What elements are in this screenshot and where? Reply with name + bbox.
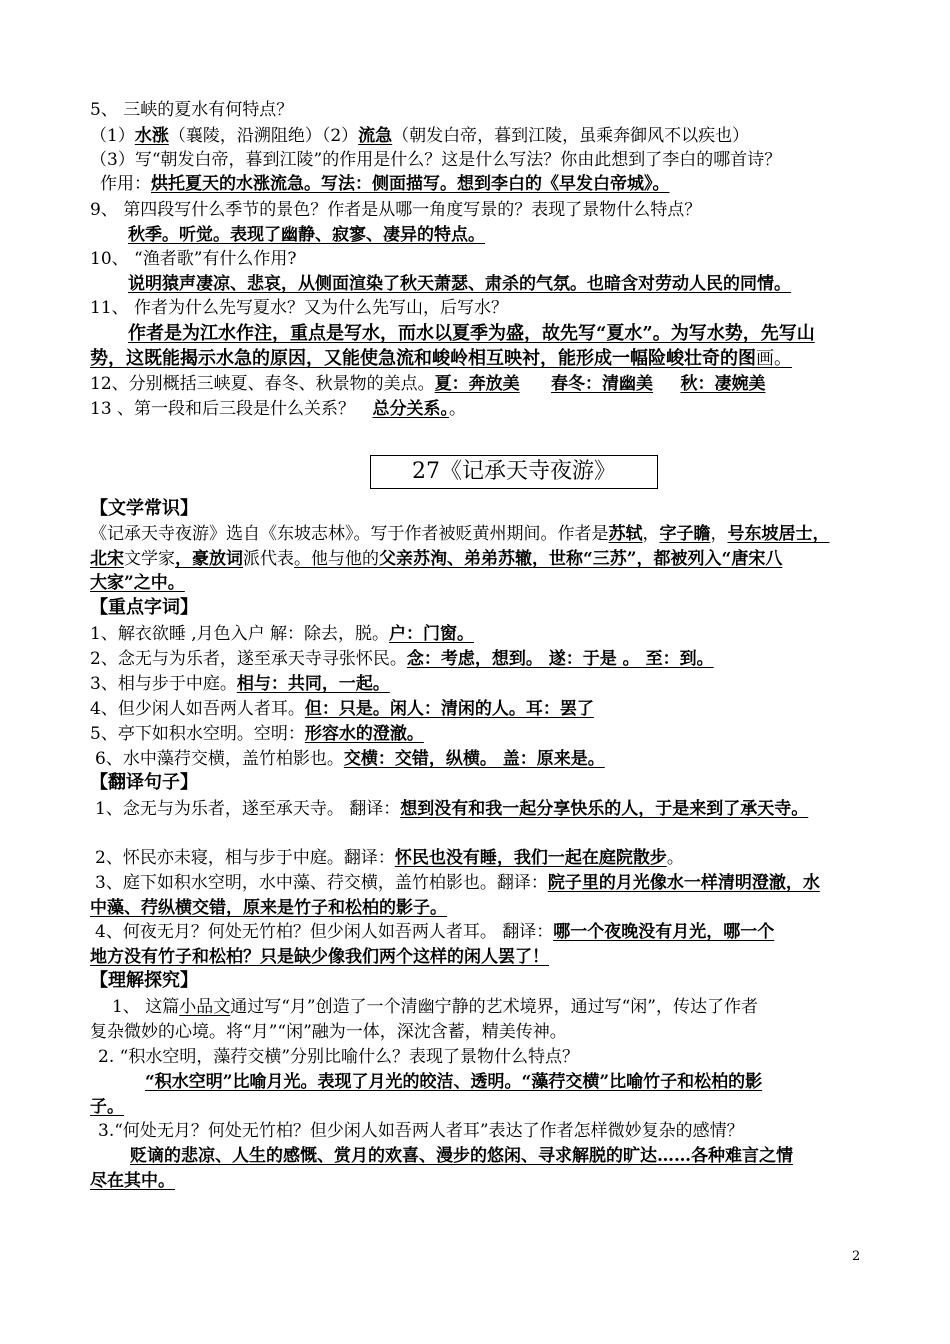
- lesson-title: 27《记承天寺夜游》: [370, 455, 658, 489]
- question-5: 5、 三峡的夏水有何特点？: [90, 100, 294, 120]
- answer: 作者是为江水作注，重点是写水，而水以夏季为盛，故先写“夏水”。为写水势，先写山: [128, 323, 815, 344]
- keyword-6: [95, 747, 875, 771]
- answer: 总分关系。: [372, 399, 449, 419]
- answer: 流急: [358, 126, 393, 146]
- text: 4、何夜无月？何处无竹柏？但少闲人如吾两人者耳。 翻译：: [95, 922, 554, 942]
- text: 。他与他的: [294, 549, 379, 569]
- text: 3、庭下如积水空明，水中藻、荇交横，盖竹柏影也。翻译：: [95, 873, 548, 893]
- text: 画。: [756, 348, 792, 369]
- text: （1）: [90, 126, 135, 146]
- text: 1、念无与为乐者，遂至承天寺。 翻译：: [95, 799, 401, 819]
- translation-3-line-1: [95, 871, 875, 895]
- answer: 相与：共同，一起。: [236, 674, 390, 694]
- literature-line-2: [90, 547, 870, 571]
- keyword-4: [90, 697, 870, 721]
- answer: 大家”之中。: [90, 573, 185, 593]
- translation-1: [95, 797, 875, 821]
- question-10-answer: [128, 272, 908, 296]
- translation-3-line-2: [90, 896, 870, 920]
- answer: 想到没有和我一起分享快乐的人，于是来到了承天寺。: [400, 799, 809, 819]
- text: 5、亭下如积水空明。空明：: [90, 724, 305, 744]
- question-5-3-answer: [100, 172, 880, 196]
- answer: 形容水的澄澈。: [304, 724, 424, 744]
- answer: 哪一个夜晚没有月光，哪一个: [553, 922, 775, 942]
- answer: 中藻、荇纵横交错，原来是竹子和松柏的影子。: [90, 898, 447, 918]
- explore-1-line-1: [112, 995, 892, 1019]
- question-11-answer-line-1: [128, 322, 908, 346]
- answer: 春冬：清幽美: [551, 374, 654, 394]
- explore-3-answer-line-1: [130, 1144, 910, 1168]
- answer: 父亲苏洵、弟弟苏辙，世称“三苏”，都被列入“唐宋八: [379, 549, 783, 569]
- explore-1-line-2: 复杂微妙的心境。将“月”“闲”融为一体，深沈含蓄，精美传神。: [90, 1022, 567, 1042]
- text: 3、相与步于中庭。: [90, 674, 237, 694]
- answer: 苏轼: [608, 524, 643, 544]
- literature-line-1: [90, 522, 870, 546]
- answer: 水涨: [134, 126, 169, 146]
- text: 2、怀民亦未寝，相与步于中庭。翻译：: [95, 848, 395, 868]
- answer: 尽在其中。: [90, 1171, 175, 1191]
- section-heading-keywords: 【重点字词】: [90, 597, 198, 618]
- text: 2、念无与为乐者，遂至承天寺寻张怀民。: [90, 649, 407, 669]
- explore-3: 3.“何处无月？何处无竹柏？但少闲人如吾两人者耳”表达了作者怎样微妙复杂的感情？: [98, 1121, 744, 1141]
- text: 通过写“月”创造了一个清幽宁静的艺术境界，通过写“闲”，传达了作者: [230, 997, 758, 1017]
- answer: 怀民也没有睡，我们一起在庭院散步: [394, 848, 667, 868]
- text: （襄陵，沿溯阻绝）（2）: [168, 126, 359, 146]
- text: 13 、第一段和后三段是什么关系？: [90, 399, 356, 419]
- answer: 子。: [90, 1097, 124, 1117]
- translation-4-line-2: [90, 945, 870, 969]
- text: （朝发白帝，暮到江陵，虽乘奔御风不以疾也）: [392, 126, 750, 146]
- explore-2: 2. “积水空明，藻荇交横”分别比喻什么？表现了景物什么特点？: [98, 1047, 580, 1067]
- answer: “积水空明”比喻月光。表现了月光的皎洁、透明。“藻荇交横”比喻竹子和松柏的影: [145, 1072, 763, 1092]
- explore-2-answer-line-2: [90, 1095, 870, 1119]
- explore-2-answer-line-1: [145, 1070, 925, 1094]
- keyword-5: [90, 722, 870, 746]
- answer: 北宋: [90, 549, 124, 569]
- question-5-3: （3）写“朝发白帝，暮到江陵”的作用是什么？这是什么写法？你由此想到了李白的哪首诗？: [90, 150, 782, 170]
- answer: 势，这既能揭示水急的原因，又能使急流和峻岭相互映衬，能形成一幅险峻壮奇的图: [90, 348, 756, 369]
- text: 12、分别概括三峡夏、春冬、秋景物的美点。: [90, 374, 435, 394]
- question-12: [90, 372, 870, 396]
- answer: 地方没有竹子和松柏？只是缺少像我们两个这样的闲人罢了！: [90, 947, 549, 967]
- text: 《记承天寺夜游》选自《东坡志林》。写于作者被贬黄州期间。作者是: [90, 524, 609, 544]
- keyword-3: [90, 672, 870, 696]
- page-number: 2: [852, 1249, 861, 1264]
- section-heading-translation: 【翻译句子】: [90, 772, 198, 793]
- section-heading-literature: 【文学常识】: [90, 498, 198, 519]
- question-9-answer: [128, 223, 908, 247]
- answer: 贬谪的悲凉、人生的感慨、赏月的欢喜、漫步的悠闲、寻求解脱的旷达……各种难言之情: [130, 1146, 793, 1166]
- question-10: 10、 “渔者歌”有什么作用?: [90, 249, 297, 269]
- text: 6、水中藻荇交横，盖竹柏影也。: [95, 749, 344, 769]
- answer: 烘托夏天的水涨流急。写法：侧面描写。想到李白的《早发白帝城》。: [151, 174, 670, 194]
- answer: 秋：凄婉美: [680, 374, 766, 394]
- question-13: [90, 397, 870, 421]
- question-9: 9、 第四段写什么季节的景色？作者是从哪一角度写景的？表现了景物什么特点？: [90, 200, 702, 220]
- answer: 说明猿声凄凉、悲哀，从侧面渲染了秋天萧瑟、肃杀的气氛。也暗含对劳动人民的同情。: [128, 274, 791, 294]
- text: 。: [448, 399, 466, 419]
- question-11-answer-line-2: [90, 347, 870, 371]
- text: 1、解衣欲睡 ,月色入户 解：除去，脱。: [90, 624, 390, 644]
- section-heading-understanding: 【理解探究】: [90, 970, 198, 991]
- text: ，: [710, 524, 728, 544]
- answer: 念：考虑，想到。 遂：于是 。 至：到。: [406, 649, 714, 669]
- translation-4-line-1: [95, 920, 875, 944]
- keyword-2: [90, 647, 870, 671]
- answer: 夏：奔放美: [434, 374, 520, 394]
- question-11: 11、 作者为什么先写夏水？又为什么先写山，后写水？: [90, 298, 509, 318]
- text: 4、但少闲人如吾两人者耳。: [90, 699, 305, 719]
- keyword-1: [90, 622, 870, 646]
- explore-3-answer-line-2: [90, 1169, 870, 1193]
- answer: 号东坡居士，: [727, 524, 830, 544]
- answer: ，豪放词: [175, 549, 243, 569]
- answer: 字子瞻: [659, 524, 711, 544]
- answer: 交横：交错，纵横。 盖：原来是。: [343, 749, 605, 769]
- translation-2: [95, 846, 875, 870]
- answer: 秋季。听觉。表现了幽静、寂寥、凄异的特点。: [128, 225, 485, 245]
- text: 1、 这篇: [112, 997, 180, 1017]
- answer: 户：门窗。: [389, 624, 475, 644]
- text: 小品文: [179, 997, 231, 1017]
- question-5-answer: [90, 124, 870, 148]
- literature-line-3: [90, 571, 870, 595]
- text: 。: [666, 848, 684, 868]
- text: 文学家: [124, 549, 175, 569]
- text: 作用：: [100, 174, 151, 194]
- answer: 院子里的月光像水一样清明澄澈，水: [547, 873, 820, 893]
- text: ，: [642, 524, 660, 544]
- text: 派代表: [243, 549, 294, 569]
- answer: 但：只是。闲人：清闲的人。耳：罢了: [304, 699, 594, 719]
